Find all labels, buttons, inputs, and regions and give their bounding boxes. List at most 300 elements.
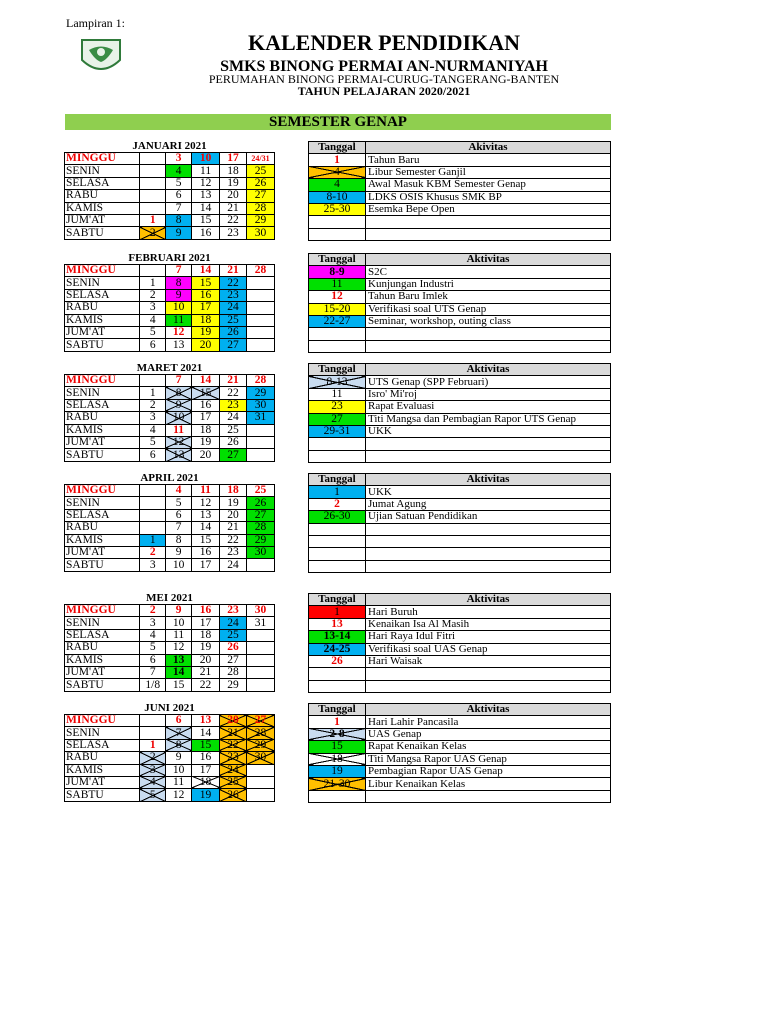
date-cell bbox=[140, 202, 166, 214]
date-cell: 29 bbox=[246, 739, 274, 751]
activity-row bbox=[309, 303, 611, 315]
date-cell: 28 bbox=[246, 265, 274, 277]
activity-description: UTS Genap (SPP Februari) bbox=[366, 376, 611, 388]
date-cell: 18 bbox=[192, 629, 220, 641]
activity-description bbox=[366, 560, 611, 572]
date-cell: 25 bbox=[219, 314, 246, 326]
day-name: SABTU bbox=[65, 227, 140, 239]
day-row bbox=[65, 177, 275, 189]
date-cell: 19 bbox=[220, 497, 247, 509]
date-cell: 8 bbox=[166, 214, 192, 226]
activity-description: Titi Mangsa dan Pembagian Rapor UTS Genap bbox=[366, 413, 611, 425]
day-name: JUM'AT bbox=[65, 546, 140, 558]
date-cell: 5 bbox=[140, 789, 166, 801]
activity-date: 8-13 bbox=[309, 376, 366, 388]
activity-date: 1 bbox=[309, 606, 366, 618]
date-cell bbox=[246, 289, 274, 301]
date-cell: 31 bbox=[246, 617, 274, 629]
activity-row bbox=[309, 450, 611, 462]
month-title: JANUARI 2021 bbox=[132, 140, 207, 152]
day-row bbox=[65, 522, 275, 534]
month-title: MARET 2021 bbox=[136, 362, 203, 374]
day-row bbox=[65, 559, 275, 571]
activity-date: 19 bbox=[309, 765, 366, 777]
activity-description: Esemka Bepe Open bbox=[366, 203, 611, 215]
date-cell: 9 bbox=[166, 227, 192, 239]
activity-date: 23 bbox=[309, 401, 366, 413]
day-name: SABTU bbox=[65, 789, 140, 801]
day-row bbox=[65, 715, 275, 727]
date-cell: 24 bbox=[220, 559, 247, 571]
date-column-header: Tanggal bbox=[309, 142, 366, 154]
activity-description bbox=[366, 216, 611, 228]
day-name: RABU bbox=[65, 412, 140, 424]
date-cell: 18 bbox=[220, 165, 247, 177]
activity-row bbox=[309, 315, 611, 327]
activity-description bbox=[366, 680, 611, 692]
date-cell bbox=[140, 497, 166, 509]
activity-description: Libur Semester Ganjil bbox=[366, 166, 611, 178]
day-row bbox=[65, 534, 275, 546]
activity-row bbox=[309, 425, 611, 437]
date-cell: 1/8 bbox=[140, 679, 166, 691]
school-name: SMKS BINONG PERMAI AN-NURMANIYAH bbox=[220, 58, 548, 75]
date-cell: 26 bbox=[220, 642, 247, 654]
activity-table bbox=[308, 473, 611, 573]
activity-description bbox=[366, 668, 611, 680]
date-cell: 31 bbox=[246, 412, 274, 424]
activity-row bbox=[309, 486, 611, 498]
day-row bbox=[65, 449, 275, 461]
date-cell: 27 bbox=[246, 190, 274, 202]
date-cell: 8 bbox=[166, 534, 192, 546]
activity-description: Verifikasi soal UTS Genap bbox=[366, 303, 611, 315]
day-row bbox=[65, 165, 275, 177]
month-calendar bbox=[64, 140, 275, 240]
date-cell: 6 bbox=[166, 190, 192, 202]
document-title: KALENDER PENDIDIKAN bbox=[248, 30, 520, 55]
month-title: JUNI 2021 bbox=[144, 702, 195, 714]
activity-date bbox=[309, 680, 366, 692]
day-row bbox=[65, 629, 275, 641]
activity-description bbox=[366, 328, 611, 340]
day-row bbox=[65, 412, 275, 424]
date-cell: 17 bbox=[192, 412, 220, 424]
date-cell: 28 bbox=[246, 522, 274, 534]
activity-row bbox=[309, 680, 611, 692]
date-cell: 11 bbox=[166, 629, 192, 641]
activity-description: Hari Waisak bbox=[366, 655, 611, 667]
day-row bbox=[65, 617, 275, 629]
date-cell: 25 bbox=[219, 776, 246, 788]
activity-row bbox=[309, 560, 611, 572]
activity-description bbox=[366, 450, 611, 462]
activity-row bbox=[309, 523, 611, 535]
activity-description: Rapat Evaluasi bbox=[366, 401, 611, 413]
activity-date: 25-30 bbox=[309, 203, 366, 215]
date-cell: 16 bbox=[192, 227, 220, 239]
activity-table bbox=[308, 363, 611, 463]
date-cell bbox=[246, 339, 274, 351]
date-cell: 16 bbox=[192, 605, 220, 617]
day-name: SABTU bbox=[65, 679, 140, 691]
date-cell: 13 bbox=[166, 339, 192, 351]
date-cell: 29 bbox=[246, 534, 274, 546]
day-name: MINGGU bbox=[65, 485, 140, 497]
date-cell bbox=[246, 789, 274, 801]
date-cell: 23 bbox=[220, 227, 247, 239]
activity-date: 11 bbox=[309, 278, 366, 290]
date-cell: 12 bbox=[166, 436, 192, 448]
day-name: SABTU bbox=[65, 559, 140, 571]
day-row bbox=[65, 497, 275, 509]
month-calendar bbox=[64, 472, 275, 572]
date-cell: 5 bbox=[140, 436, 166, 448]
activity-row bbox=[309, 668, 611, 680]
date-cell: 18 bbox=[192, 424, 220, 436]
date-cell: 27 bbox=[246, 715, 274, 727]
date-cell: 25 bbox=[220, 629, 247, 641]
month-calendar bbox=[64, 702, 275, 802]
month-calendar bbox=[64, 592, 275, 692]
day-name: RABU bbox=[65, 190, 140, 202]
activity-description: Rapat Kenaikan Kelas bbox=[366, 741, 611, 753]
day-name: SELASA bbox=[65, 177, 140, 189]
activity-description bbox=[366, 548, 611, 560]
day-name: MINGGU bbox=[65, 265, 140, 277]
date-cell: 24/31 bbox=[246, 153, 274, 165]
activity-date: 29-31 bbox=[309, 425, 366, 437]
date-cell bbox=[140, 265, 166, 277]
activity-description: LDKS OSIS Khusus SMK BP bbox=[366, 191, 611, 203]
activity-row bbox=[309, 741, 611, 753]
activity-row bbox=[309, 401, 611, 413]
day-row bbox=[65, 679, 275, 691]
date-cell: 13 bbox=[192, 715, 220, 727]
activity-date bbox=[309, 668, 366, 680]
activity-row bbox=[309, 535, 611, 547]
date-cell: 1 bbox=[140, 214, 166, 226]
date-cell: 7 bbox=[166, 375, 192, 387]
activity-description: Awal Masuk KBM Semester Genap bbox=[366, 179, 611, 191]
activity-date bbox=[309, 340, 366, 352]
date-cell: 26 bbox=[219, 326, 246, 338]
activity-description: Verifikasi soal UAS Genap bbox=[366, 643, 611, 655]
date-cell: 5 bbox=[166, 177, 192, 189]
date-cell: 4 bbox=[166, 165, 192, 177]
activity-date: 8-9 bbox=[309, 266, 366, 278]
day-row bbox=[65, 727, 275, 739]
activity-description bbox=[366, 438, 611, 450]
date-cell: 30 bbox=[246, 227, 274, 239]
activity-date bbox=[309, 560, 366, 572]
day-row bbox=[65, 776, 275, 788]
activity-date: 8-10 bbox=[309, 191, 366, 203]
date-cell: 4 bbox=[166, 485, 192, 497]
date-cell: 4 bbox=[140, 314, 166, 326]
day-row bbox=[65, 289, 275, 301]
activity-row bbox=[309, 498, 611, 510]
activity-description: Kunjungan Industri bbox=[366, 278, 611, 290]
date-cell: 11 bbox=[166, 776, 192, 788]
date-cell: 22 bbox=[219, 277, 246, 289]
activity-date: 4 bbox=[309, 166, 366, 178]
activity-row bbox=[309, 765, 611, 777]
date-cell: 27 bbox=[219, 339, 246, 351]
date-cell: 10 bbox=[192, 153, 220, 165]
day-name: KAMIS bbox=[65, 424, 140, 436]
day-name: KAMIS bbox=[65, 764, 140, 776]
day-row bbox=[65, 436, 275, 448]
date-cell: 3 bbox=[166, 153, 192, 165]
activity-row bbox=[309, 728, 611, 740]
month-calendar bbox=[64, 252, 275, 352]
date-cell: 12 bbox=[166, 642, 192, 654]
date-cell: 16 bbox=[192, 752, 220, 764]
date-cell: 21 bbox=[220, 202, 247, 214]
date-cell: 30 bbox=[246, 752, 274, 764]
date-cell bbox=[246, 642, 274, 654]
activity-description bbox=[366, 228, 611, 240]
day-name: SENIN bbox=[65, 277, 140, 289]
school-address: PERUMAHAN BINONG PERMAI-CURUG-TANGERANG-BANTEN bbox=[208, 72, 560, 86]
day-name: KAMIS bbox=[65, 202, 140, 214]
day-name: MINGGU bbox=[65, 715, 140, 727]
date-cell: 2 bbox=[140, 399, 166, 411]
date-cell: 21 bbox=[219, 265, 246, 277]
date-cell: 10 bbox=[166, 617, 192, 629]
date-cell: 20 bbox=[220, 509, 247, 521]
date-cell: 20 bbox=[192, 449, 220, 461]
date-cell: 14 bbox=[166, 666, 192, 678]
activity-row bbox=[309, 438, 611, 450]
activity-description: Jumat Agung bbox=[366, 498, 611, 510]
day-name: SABTU bbox=[65, 449, 140, 461]
date-cell: 8 bbox=[166, 277, 192, 289]
day-name: MINGGU bbox=[65, 375, 140, 387]
date-cell: 12 bbox=[192, 497, 220, 509]
date-cell: 26 bbox=[220, 436, 247, 448]
activity-column-header: Aktivitas bbox=[366, 704, 611, 716]
date-cell: 20 bbox=[192, 654, 220, 666]
date-cell: 26 bbox=[219, 789, 246, 801]
day-name: SELASA bbox=[65, 629, 140, 641]
date-cell: 2 bbox=[140, 227, 166, 239]
day-row bbox=[65, 302, 275, 314]
date-cell: 19 bbox=[192, 436, 220, 448]
date-cell: 3 bbox=[140, 412, 166, 424]
date-cell: 22 bbox=[192, 679, 220, 691]
activity-row bbox=[309, 216, 611, 228]
activity-description: S2C bbox=[366, 266, 611, 278]
day-row bbox=[65, 752, 275, 764]
activity-row bbox=[309, 388, 611, 400]
date-cell: 9 bbox=[166, 605, 192, 617]
date-cell: 9 bbox=[166, 752, 192, 764]
date-cell: 17 bbox=[220, 153, 247, 165]
date-cell: 13 bbox=[192, 190, 220, 202]
date-cell bbox=[140, 177, 166, 189]
date-cell: 15 bbox=[192, 387, 220, 399]
day-name: SELASA bbox=[65, 509, 140, 521]
date-cell: 21 bbox=[219, 727, 246, 739]
date-cell: 28 bbox=[246, 202, 274, 214]
activity-row bbox=[309, 291, 611, 303]
activity-date: 15 bbox=[309, 741, 366, 753]
date-cell bbox=[140, 485, 166, 497]
date-cell: 14 bbox=[192, 727, 220, 739]
activity-row bbox=[309, 790, 611, 802]
day-name: JUM'AT bbox=[65, 326, 140, 338]
date-cell: 6 bbox=[166, 509, 192, 521]
date-cell: 3 bbox=[140, 617, 166, 629]
date-cell: 16 bbox=[192, 399, 220, 411]
date-cell: 9 bbox=[166, 399, 192, 411]
date-cell: 15 bbox=[166, 679, 192, 691]
date-cell: 16 bbox=[192, 546, 220, 558]
day-row bbox=[65, 227, 275, 239]
date-cell: 17 bbox=[192, 302, 220, 314]
activity-description bbox=[366, 790, 611, 802]
activity-row bbox=[309, 618, 611, 630]
date-cell: 23 bbox=[219, 289, 246, 301]
date-cell: 30 bbox=[246, 546, 274, 558]
day-name: SELASA bbox=[65, 739, 140, 751]
activity-column-header: Akivitas bbox=[366, 142, 611, 154]
day-row bbox=[65, 546, 275, 558]
day-name: KAMIS bbox=[65, 654, 140, 666]
date-cell: 22 bbox=[220, 387, 247, 399]
date-cell: 23 bbox=[220, 605, 247, 617]
date-cell: 1 bbox=[140, 739, 166, 751]
date-cell: 14 bbox=[192, 375, 220, 387]
day-name: RABU bbox=[65, 642, 140, 654]
activity-date bbox=[309, 523, 366, 535]
date-cell: 7 bbox=[166, 202, 192, 214]
date-cell: 4 bbox=[140, 424, 166, 436]
date-cell: 10 bbox=[166, 559, 192, 571]
date-cell bbox=[140, 153, 166, 165]
activity-date: 1 bbox=[309, 154, 366, 166]
activity-description bbox=[366, 340, 611, 352]
date-cell bbox=[140, 190, 166, 202]
date-cell: 17 bbox=[192, 764, 220, 776]
activity-description: Hari Raya Idul Fitri bbox=[366, 631, 611, 643]
date-cell: 3 bbox=[140, 302, 166, 314]
activity-table bbox=[308, 141, 611, 241]
activity-description: Kenaikan Isa Al Masih bbox=[366, 618, 611, 630]
day-name: SENIN bbox=[65, 497, 140, 509]
date-cell: 13 bbox=[166, 654, 192, 666]
date-cell: 27 bbox=[220, 449, 247, 461]
activity-table bbox=[308, 703, 611, 803]
date-cell bbox=[140, 715, 166, 727]
date-cell: 4 bbox=[140, 629, 166, 641]
date-cell: 15 bbox=[192, 534, 220, 546]
activity-table bbox=[308, 593, 611, 693]
academic-year: TAHUN PELAJARAN 2020/2021 bbox=[297, 84, 471, 98]
date-cell: 24 bbox=[220, 412, 247, 424]
date-column-header: Tanggal bbox=[309, 594, 366, 606]
semester-banner: SEMESTER GENAP bbox=[65, 114, 611, 130]
activity-date: 13 bbox=[309, 618, 366, 630]
activity-date: 26 bbox=[309, 655, 366, 667]
date-cell: 5 bbox=[140, 326, 166, 338]
date-cell: 8 bbox=[166, 387, 192, 399]
day-row bbox=[65, 739, 275, 751]
day-row bbox=[65, 605, 275, 617]
activity-row bbox=[309, 340, 611, 352]
activity-date: 12 bbox=[309, 291, 366, 303]
activity-date: 2 bbox=[309, 498, 366, 510]
day-row bbox=[65, 375, 275, 387]
activity-description bbox=[366, 523, 611, 535]
date-cell bbox=[246, 436, 274, 448]
date-cell: 11 bbox=[192, 165, 220, 177]
date-column-header: Tanggal bbox=[309, 474, 366, 486]
date-cell: 22 bbox=[220, 534, 247, 546]
date-cell: 8 bbox=[166, 739, 192, 751]
day-row bbox=[65, 789, 275, 801]
date-cell: 30 bbox=[246, 399, 274, 411]
activity-description: Tahun Baru Imlek bbox=[366, 291, 611, 303]
date-cell: 7 bbox=[166, 727, 192, 739]
date-cell: 20 bbox=[219, 715, 246, 727]
day-row bbox=[65, 277, 275, 289]
activity-date bbox=[309, 450, 366, 462]
activity-row bbox=[309, 376, 611, 388]
activity-date bbox=[309, 548, 366, 560]
date-cell: 19 bbox=[192, 642, 220, 654]
month-title: APRIL 2021 bbox=[140, 472, 199, 484]
date-cell bbox=[246, 666, 274, 678]
activity-row bbox=[309, 203, 611, 215]
date-cell: 10 bbox=[166, 302, 192, 314]
day-name: KAMIS bbox=[65, 534, 140, 546]
date-cell: 10 bbox=[166, 412, 192, 424]
activity-date: 1 bbox=[309, 716, 366, 728]
day-name: SELASA bbox=[65, 399, 140, 411]
date-column-header: Tanggal bbox=[309, 704, 366, 716]
date-cell: 2 bbox=[140, 752, 166, 764]
date-cell: 10 bbox=[166, 764, 192, 776]
activity-row bbox=[309, 511, 611, 523]
date-cell: 19 bbox=[192, 789, 220, 801]
activity-row bbox=[309, 655, 611, 667]
date-cell bbox=[246, 449, 274, 461]
date-cell: 14 bbox=[192, 522, 220, 534]
activity-description: Isro' Mi'roj bbox=[366, 388, 611, 400]
day-row bbox=[65, 764, 275, 776]
day-name: JUM'AT bbox=[65, 436, 140, 448]
date-cell: 23 bbox=[220, 399, 247, 411]
date-cell: 29 bbox=[246, 214, 274, 226]
date-cell: 2 bbox=[140, 546, 166, 558]
day-row bbox=[65, 387, 275, 399]
date-cell bbox=[246, 277, 274, 289]
day-name: RABU bbox=[65, 752, 140, 764]
date-cell: 23 bbox=[220, 546, 247, 558]
date-cell bbox=[246, 764, 274, 776]
date-cell: 6 bbox=[140, 449, 166, 461]
day-name: JUM'AT bbox=[65, 666, 140, 678]
date-cell bbox=[246, 424, 274, 436]
activity-description: UAS Genap bbox=[366, 728, 611, 740]
day-name: SENIN bbox=[65, 727, 140, 739]
day-name: RABU bbox=[65, 302, 140, 314]
day-name: MINGGU bbox=[65, 605, 140, 617]
date-cell: 14 bbox=[192, 202, 220, 214]
